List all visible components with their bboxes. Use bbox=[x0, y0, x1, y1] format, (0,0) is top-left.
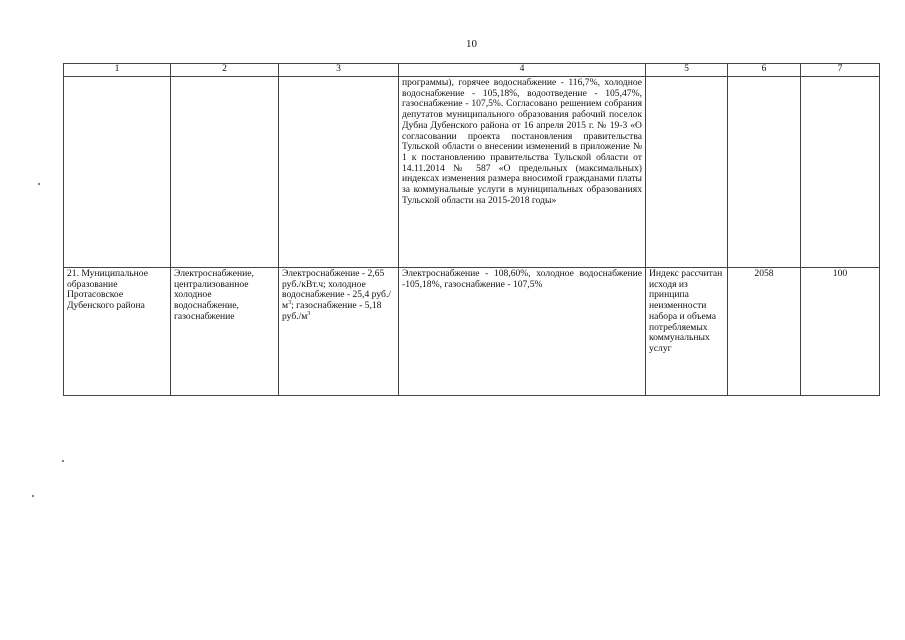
superscript: 3 bbox=[307, 310, 311, 317]
tariff-text: ; газоснабжение - 5,18 руб./м bbox=[282, 300, 382, 322]
cell-services: Электроснабжение, централизованное холодное водоснабжение, газоснабжение bbox=[171, 268, 279, 396]
header-cell: 1 bbox=[64, 64, 171, 77]
table-row bbox=[64, 268, 880, 396]
header-cell: 2 bbox=[171, 64, 279, 77]
header-cell: 7 bbox=[801, 64, 880, 77]
tariff-table bbox=[63, 63, 880, 396]
cell-note: Индекс рассчитан исходя из принципа неизменности набора и объема потребляемых коммунальных услуг bbox=[646, 268, 728, 396]
superscript: 3 bbox=[288, 299, 292, 306]
cell bbox=[171, 77, 279, 268]
header-row bbox=[64, 64, 880, 77]
cell-percent: 100 bbox=[801, 268, 880, 396]
header-cell: 6 bbox=[728, 64, 801, 77]
page-number: 10 bbox=[466, 38, 477, 50]
cell bbox=[279, 77, 399, 268]
cell bbox=[728, 77, 801, 268]
cell-indices: Электроснабжение - 108,60%, холодное водоснабжение -105,18%, газоснабжение - 107,5% bbox=[399, 268, 646, 396]
table-row bbox=[64, 77, 880, 268]
tariff-text: Электроснабжение - 2,65 руб./кВт.ч; холодное водоснабжение - 25,4 руб./м bbox=[282, 268, 391, 312]
header-cell: 5 bbox=[646, 64, 728, 77]
cell bbox=[801, 77, 880, 268]
header-cell: 4 bbox=[399, 64, 646, 77]
scan-speck bbox=[32, 495, 34, 497]
cell-population: 2058 bbox=[728, 268, 801, 396]
cell-tariffs bbox=[279, 268, 399, 396]
cell-municipality: 21. Муниципальное образование Протасовское Дубенского района bbox=[64, 268, 171, 396]
header-cell: 3 bbox=[279, 64, 399, 77]
cell bbox=[64, 77, 171, 268]
scan-speck bbox=[62, 460, 64, 462]
scan-speck bbox=[38, 183, 40, 185]
cell-description: программы), горячее водоснабжение - 116,7%, холодное водоснабжение - 105,18%, водоотведение - 105,47%, газоснабжение - 107,5%. Согласовано решением собрания депутатов муниципального образования рабочий поселок Дубна Дубенского района от 16 апреля 2015 г. № 19-3 «О согласовании проекта постановления правительства Тульской области о внесении изменений в приложение № 1 к постановлению правительства Тульской области от 14.11.2014 № 587 «О предельных (максимальных) индексах изменения размера вносимой гражданами платы за коммунальные услуги в муниципальных образованиях Тульской области на 2015-2018 годы» bbox=[399, 77, 646, 268]
cell bbox=[646, 77, 728, 268]
